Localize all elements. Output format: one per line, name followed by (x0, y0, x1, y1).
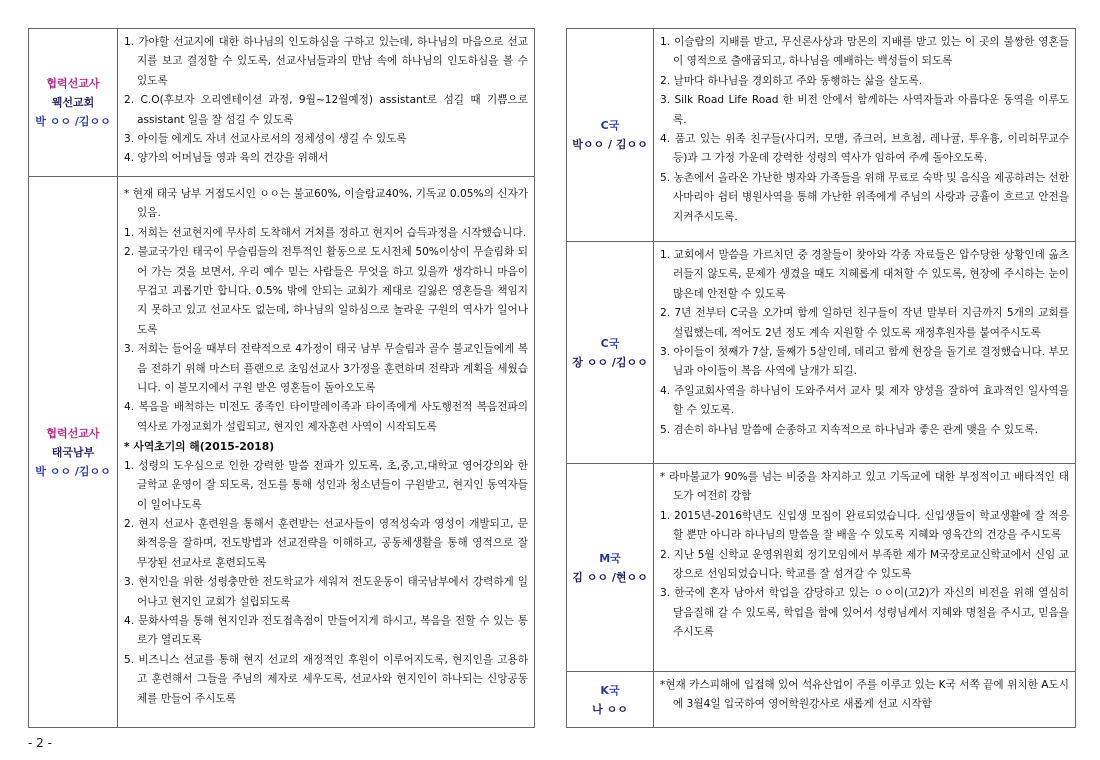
prayer-item: *현재 카스피해에 입접해 있어 석유산업이 주를 이루고 있는 K국 서쪽 끝에 위치한 A도시에 3월4일 입국하여 영어학원강사로 새롭게 선교 시작함 (660, 679, 1069, 711)
section-c-country-2 (567, 242, 1075, 464)
prayer-item: 1. 저희는 선교현지에 무사히 도착해서 거처를 정하고 현지어 습득과정을 시작했습니다. (124, 226, 526, 239)
prayer-item: 3. 아이들 에게도 자녀 선교사로서의 정체성이 생길 수 있도록 (124, 133, 407, 146)
label-name: 나 ㅇㅇ (592, 702, 628, 716)
page-number: - 2 - (28, 736, 52, 750)
section-label (567, 464, 654, 671)
label-place: 태국남부 (51, 445, 95, 459)
section-south-thailand (29, 177, 534, 727)
subheading: * 사역초기의 해(2015-2018) (124, 440, 275, 454)
prayer-item: 3. 아이들이 첫째가 7살, 둘째가 5살인데, 데리고 함께 현장을 돌기로 결정했습니다. 부모님과 아이들이 복음 사역에 날개가 되길. (660, 346, 1069, 378)
prayer-item: 2. 지난 5월 신학교 운영위원회 정기모임에서 부족한 제가 M국장로교신학교에서 신임 교장으로 선임되었습니다. 학교를 잘 섬겨갈 수 있도록 (660, 548, 1069, 581)
prayer-item: * 라마불교가 90%를 넘는 비중을 차지하고 있고 기독교에 대한 부정적이고 배타적인 태도가 여전히 강함 (660, 471, 1069, 503)
label-place: 웩선교회 (51, 96, 95, 109)
prayer-item: 2. 불교국가인 태국이 무슬림들의 전투적인 활동으로 도시전체 50%이상이 무슬림화 되어 가는 것을 보면서, 우리 예수 믿는 사람들은 무엇을 하고 있을까 생각하니 마음이 무겁고 괴롭기만 합니다. 0.5% 밖에 안되는 교회가 제대로 길잃은 영혼들을 책임지지 못하고 있고 선교사도 없는데, 하나님의 일하심으로 놀라운 구원의 역사가 일어나도록 (124, 246, 528, 336)
prayer-item: 1. 이슬람의 지배를 받고, 무신론사상과 맘몬의 지배를 받고 있는 이 곳의 불쌍한 영혼들이 영적으로 출애굽되고, 하나님을 예배하는 백성들이 되도록 (660, 36, 1069, 68)
section-m-country (567, 464, 1075, 672)
label-title: 협력선교사 (46, 426, 100, 440)
prayer-item: 3. 저희는 들어올 때부터 전략적으로 4가정이 태국 남부 무슬림과 골수 불교인들에게 복음 전하기 위해 마스터 플랜으로 초임선교사 3가정을 훈련하며 전략과 계획을 세웠습니다. 이 불모지에서 구원 받은 영혼들이 돌아오도록 (124, 343, 528, 395)
label-title: 협력선교사 (46, 77, 100, 90)
prayer-item: 2. 날마다 하나님을 경외하고 주와 동행하는 삶을 살도록. (660, 74, 923, 87)
label-title: C국 (600, 119, 620, 132)
prayer-item: 5. 겸손히 하나님 말씀에 순종하고 지속적으로 하나님과 좋은 관계 맺을 수 있도록. (660, 423, 1038, 436)
prayer-item: * 현재 태국 남부 거점도시인 ㅇㅇ는 불교60%, 이슬람교40%, 기독교 0.05%의 신자가 있음. (124, 188, 528, 220)
section-content (654, 29, 1075, 241)
prayer-item: 4. 품고 있는 위족 친구들(사디커, 모맽, 쥬크러, 브흐첨, 레나귤, 투우흉, 이리허무교수 등)과 그 가정 가운데 강력한 성령의 역사가 임하여 주께 돌아오도록. (660, 133, 1069, 165)
section-label (567, 242, 654, 463)
label-title: M국 (599, 551, 621, 565)
label-name: 김 ㅇㅇ /현ㅇㅇ (572, 570, 648, 584)
section-label (567, 672, 654, 727)
section-content (654, 464, 1075, 671)
section-label (567, 29, 654, 241)
label-title: K국 (600, 683, 620, 697)
prayer-item: 2. 현지 선교사 훈련원을 통해서 훈련받는 선교사들이 영적성숙과 영성이 개발되고, 문화적응을 잘하며, 전도방법과 선교전략을 이해하고, 공동체생활을 통해 영적으로 잘 무장된 선교사로 훈련되도록 (124, 517, 528, 569)
label-name: 박 ㅇㅇ /김ㅇㅇ (35, 464, 111, 478)
left-prayer-table (28, 28, 535, 728)
prayer-item: 3. 현지인을 위한 성령충만한 전도학교가 세워져 전도운동이 태국남부에서 강력하게 일어나고 현지인 교회가 설립되도록 (124, 576, 528, 608)
prayer-item: 1. 교회에서 말씀을 가르치던 중 경찰들이 찾아와 각종 자료들은 압수당한 상황인데 옮츠러들지 않도록, 문제가 생겼을 때도 지혜롭게 대처할 수 있도록, 현장에 주시하는 눈이 많은데 안전할 수 있도록 (660, 249, 1069, 300)
section-content (654, 672, 1075, 727)
section-content (654, 242, 1075, 463)
prayer-item: 5. 비즈니스 선교를 통해 현지 선교의 재정적인 후원이 이루어지도록, 현지인을 고용하고 훈련해서 그들을 주님의 제자로 세우도록, 선교사와 현지인이 하나되는 신앙공동체를 만들어 주시도록 (124, 653, 528, 705)
label-name: 박 ㅇㅇ /김ㅇㅇ (35, 115, 111, 128)
prayer-item: 3. 한국에 혼자 남아서 학업을 감당하고 있는 ㅇㅇ이(고2)가 자신의 비전을 위해 열심히 달음질해 갈 수 있도록, 학업을 함에 있어서 성령님께서 지혜와 명철을 주시고, 믿음을 주시도록 (660, 587, 1069, 639)
prayer-item: 4. 복음을 배척하는 미전도 종족인 타이말레이족과 타이족에게 사도행전적 복음전파의 역사로 가정교회가 설립되고, 현지인 제자훈련 사역이 시작되도록 (124, 401, 528, 433)
prayer-item: 1. 2015년-2016학년도 신입생 모집이 완료되었습니다. 신입생들이 학교생활에 잘 적응할 뿐만 아니라 하나님의 말씀을 잘 배울 수 있도록 지혜와 영육간의 건강을 주시도록 (660, 509, 1069, 542)
prayer-item: 1. 가야할 선교지에 대한 하나님의 인도하심을 구하고 있는데, 하나님의 마음으로 선교지를 보고 결정할 수 있도록, 선교사님들과의 만남 속에 하나님의 인도하심을 볼 수 있도록 (124, 36, 528, 87)
section-label (29, 177, 118, 727)
section-c-country-1 (567, 29, 1075, 242)
section-k-country (567, 672, 1075, 727)
prayer-item: 4. 문화사역을 통해 현지인과 전도접촉점이 만들어지게 하시고, 복음을 전할 수 있는 통로가 열리도록 (124, 614, 528, 647)
prayer-item: 3. Silk Road Life Road 한 비전 안에서 함께하는 사역자들과 아름다운 동역을 이루도록. (660, 94, 1069, 126)
prayer-item: 5. 농촌에서 올라온 가난한 병자와 가족들을 위해 무료로 숙박 및 음식을 제공하려는 선한 사마리아 쉼터 병원사역을 통해 가난한 위족에게 주님의 사랑과 긍휼이 흐르고 안전을 지켜주시도록. (660, 171, 1069, 223)
prayer-item: 2. C.O(후보자 오리엔테이션 과정, 9월~12월예정) assistant로 섬길 때 기쁨으로 assistant 일을 잘 섬길 수 있도록 (124, 94, 528, 126)
section-content (118, 177, 534, 727)
label-name: 장 ㅇㅇ /김ㅇㅇ (572, 355, 648, 369)
section-content (118, 29, 534, 176)
section-label (29, 29, 118, 176)
prayer-item: 4. 양가의 어머님들 영과 육의 건강을 위해서 (124, 152, 329, 165)
label-name: 박ㅇㅇ / 김ㅇㅇ (572, 138, 648, 151)
label-title: C국 (600, 336, 620, 350)
section-wec (29, 29, 534, 177)
prayer-item: 2. 7년 전부터 C국을 오가며 함께 일하던 친구들이 작년 말부터 지금까지 5개의 교회를 설립했는데, 적어도 2년 정도 계속 지원할 수 있도록 재정후원자를 붙여주시도록 (660, 307, 1069, 339)
prayer-item: 1. 성령의 도우심으로 인한 강력한 말씀 전파가 있도록, 초,중,고,대학교 영어강의와 한글학교 운영이 잘 되도록, 전도를 통해 성인과 청소년들이 구원받고, 현지인 동역자들이 일어나도록 (124, 459, 528, 511)
prayer-item: 4. 주일교회사역을 하나님이 도와주셔서 교사 및 제자 양성을 잘하여 효과적인 일사역을 할 수 있도록. (660, 384, 1069, 417)
right-prayer-table (566, 28, 1076, 728)
